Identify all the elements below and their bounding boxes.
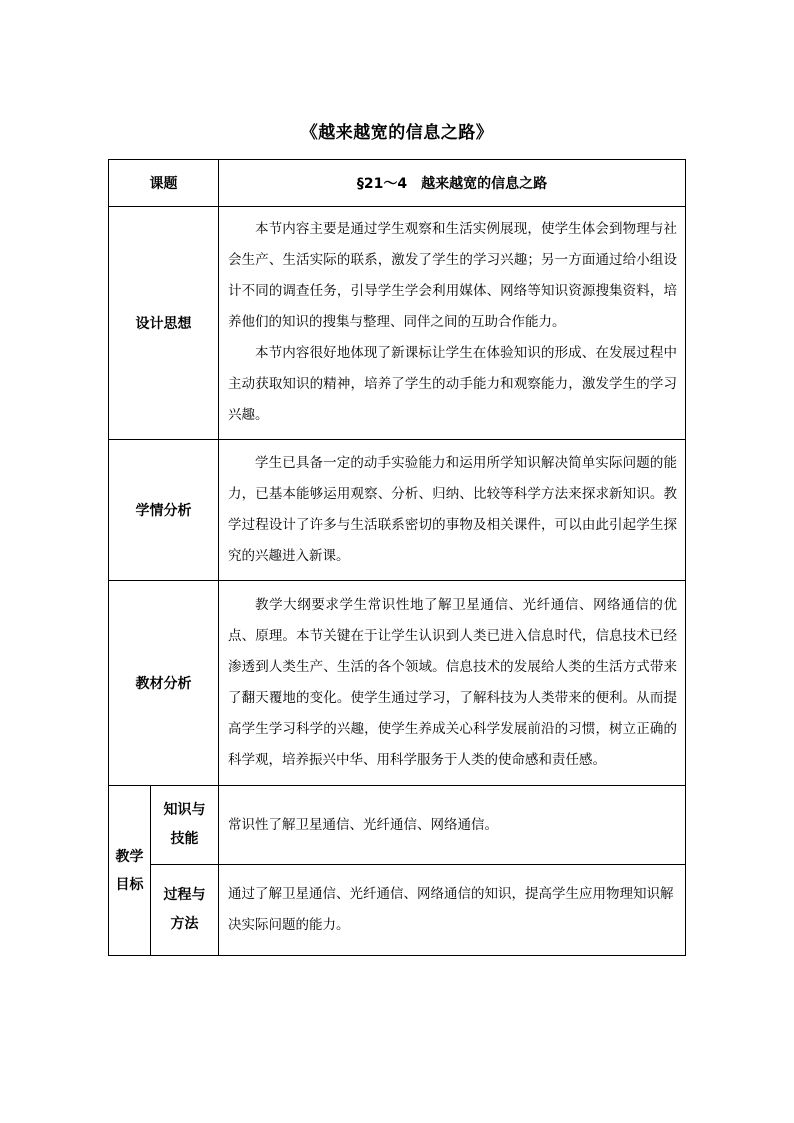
design-content	[219, 207, 686, 440]
teaching-goals-label-line2: 目标	[115, 876, 144, 893]
process-methods-label	[151, 865, 219, 956]
topic-label: 课题	[109, 160, 219, 207]
knowledge-skills-label-line1: 知识与	[163, 802, 206, 818]
design-paragraph: 本节内容很好地体现了新课标让学生在体验知识的形成、在发展过程中主动获取知识的精神，培养了学生的动手能力和观察能力，激发学生的学习兴趣。	[228, 345, 677, 423]
lesson-plan-table	[108, 159, 686, 956]
process-methods-label-line2: 方法	[170, 916, 199, 932]
process-methods-label-line1: 过程与	[163, 887, 206, 903]
material-analysis-paragraph: 教学大纲要求学生常识性地了解卫星通信、光纤通信、网络通信的优点、原理。本节关键在于让学生认识到人类已进入信息时代，信息技术已经渗透到人类生产、生活的各个领域。信息技术的发展给人类的生活方式带来了翻天覆地的变化。使学生通过学习，了解科技为人类带来的便利。从而提高学生学习科学的兴趣，使学生养成关心科学发展前沿的习惯，树立正确的科学观，培养振兴中华、用科学服务于人类的使命感和责任感。	[228, 596, 677, 768]
topic-value: §21～4 越来越宽的信息之路	[219, 160, 686, 207]
goal-process-row	[109, 865, 686, 956]
student-analysis-content	[219, 440, 686, 581]
material-analysis-row	[109, 581, 686, 786]
topic-row	[109, 160, 686, 207]
student-analysis-paragraph: 学生已具备一定的动手实验能力和运用所学知识解决简单实际问题的能力，已基本能够运用观察、分析、归纳、比较等科学方法来探求新知识。教学过程设计了许多与生活联系密切的事物及相关课件，可以由此引起学生探究的兴趣进入新课。	[228, 454, 677, 564]
knowledge-skills-label-line2: 技能	[170, 831, 199, 847]
material-analysis-label: 教材分析	[109, 581, 219, 786]
material-analysis-content	[219, 581, 686, 786]
teaching-goals-label-line1: 教学	[115, 848, 144, 865]
teaching-goals-label	[109, 786, 151, 956]
knowledge-skills-text: 常识性了解卫星通信、光纤通信、网络通信。	[219, 786, 686, 865]
student-analysis-row	[109, 440, 686, 581]
goal-knowledge-row	[109, 786, 686, 865]
process-methods-text: 通过了解卫星通信、光纤通信、网络通信的知识，提高学生应用物理知识解决实际问题的能力。	[219, 865, 686, 956]
design-row	[109, 207, 686, 440]
design-label: 设计思想	[109, 207, 219, 440]
design-paragraph: 本节内容主要是通过学生观察和生活实例展现，使学生体会到物理与社会生产、生活实际的联系，激发了学生的学习兴趣；另一方面通过给小组设计不同的调查任务，引导学生学会利用媒体、网络等知识资源搜集资料，培养他们的知识的搜集与整理、同伴之间的互助合作能力。	[228, 221, 677, 330]
document-title: 《越来越宽的信息之路》	[300, 123, 494, 143]
knowledge-skills-label	[151, 786, 219, 865]
student-analysis-label: 学情分析	[109, 440, 219, 581]
